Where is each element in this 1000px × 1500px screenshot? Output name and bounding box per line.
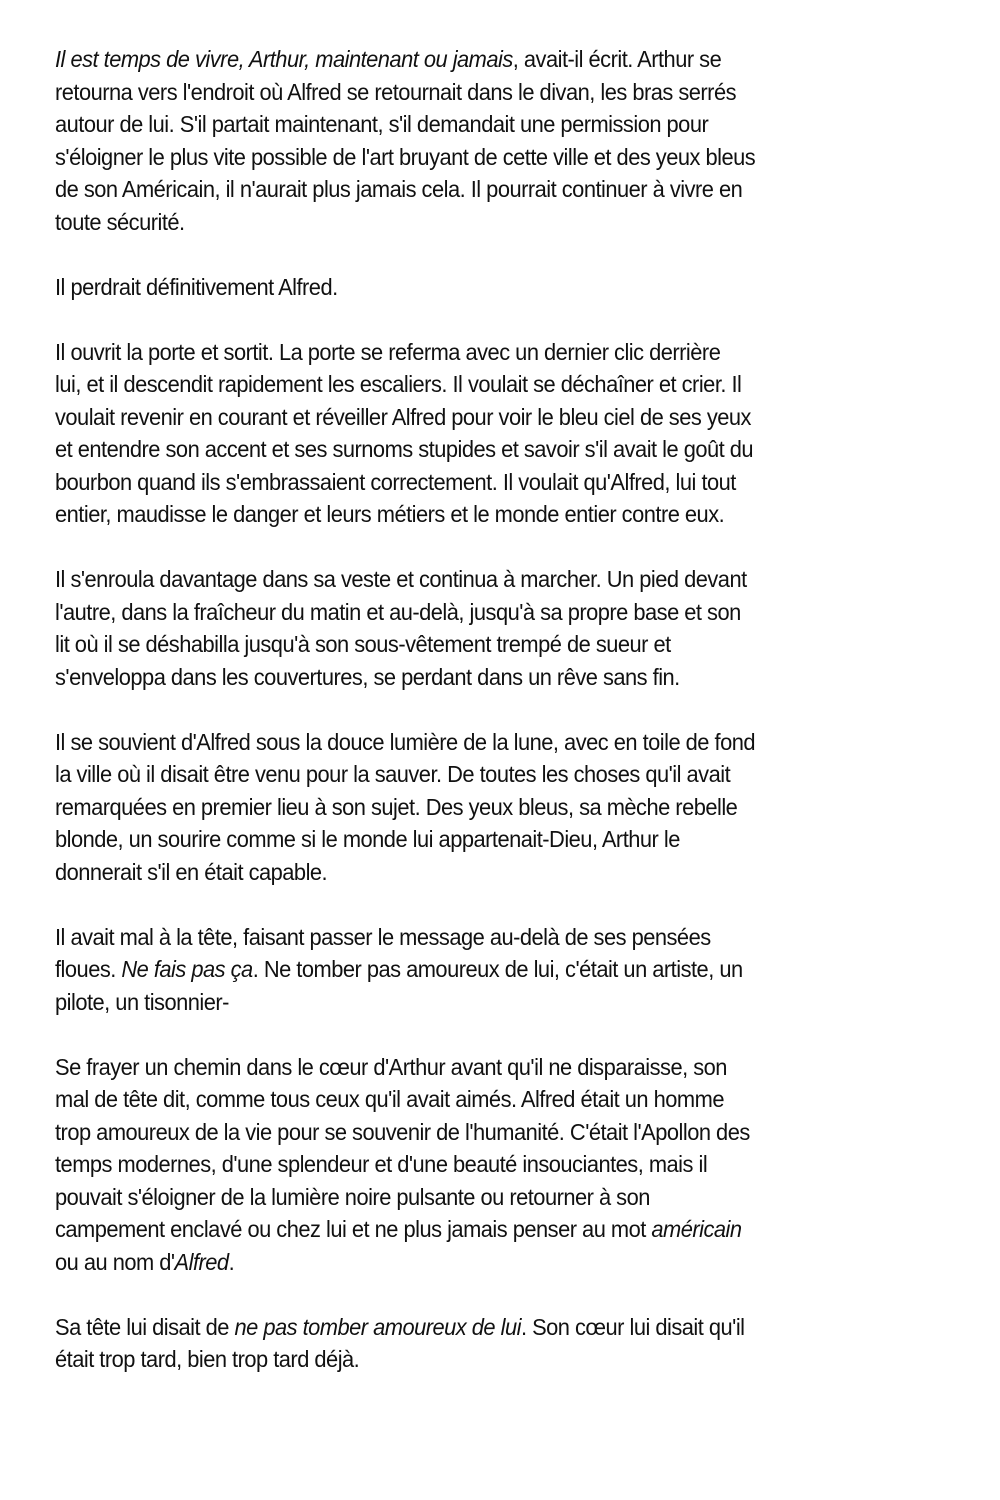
text-line [55,856,901,889]
paragraph [55,336,965,531]
text-segment: Sa tête lui disait de [55,1313,235,1340]
text-segment: lui, et il descendit rapidement les escaliers. Il voulait se déchaîner et crier. Il [55,371,742,397]
text-line [55,791,901,824]
text-segment: Il se souvient d'Alfred sous la douce lumière de la lune, avec en toile de fond [55,728,756,755]
text-line [55,141,901,174]
text-line [55,986,901,1019]
italic-text-segment: Alfred [174,1248,229,1275]
text-segment: remarquées en premier lieu à son sujet. Des yeux bleus, sa mèche rebelle [55,793,738,820]
text-segment: autour de lui. S'il partait maintenant, s'il demandait une permission pour [55,111,709,137]
text-line [55,1343,901,1376]
text-line [55,953,901,986]
text-line [55,336,901,369]
text-segment: toute sécurité. [55,208,185,235]
text-segment: voulait revenir en courant et réveiller Alfred pour voir le bleu ciel de ses yeux [55,403,751,430]
text-line [55,1051,901,1084]
text-segment: l'autre, dans la fraîcheur du matin et au-delà, jusqu'à sa propre base et son [55,598,741,625]
text-segment: était trop tard, bien trop tard déjà. [55,1346,360,1372]
text-line [55,1213,901,1246]
text-segment: , avait-il écrit. Arthur se [512,46,722,72]
text-segment: . [228,1248,235,1275]
text-line [55,1083,901,1116]
document-page [55,43,965,1408]
text-line [55,1246,901,1279]
text-line [55,1148,901,1181]
text-line [55,628,901,661]
paragraph [55,271,965,304]
text-segment: Il s'enroula davantage dans sa veste et continua à marcher. Un pied devant [55,566,747,592]
text-segment: lit où il se déshabilla jusqu'à son sous-vêtement trempé de sueur et [55,631,671,657]
text-segment: donnerait s'il en était capable. [55,858,328,885]
text-line [55,1311,901,1344]
text-line [55,433,901,466]
text-line [55,43,901,76]
text-segment: trop amoureux de la vie pour se souvenir de l'humanité. C'était l'Apollon des [55,1118,750,1145]
text-line [55,921,901,954]
text-segment: blonde, un sourire comme si le monde lui appartenait-Dieu, Arthur le [55,826,680,852]
text-segment: pilote, un tisonnier- [55,988,229,1015]
text-segment: temps modernes, d'une splendeur et d'une beauté insouciantes, mais il [55,1151,708,1177]
text-line [55,823,901,856]
text-segment: entier, maudisse le danger et leurs métiers et le monde entier contre eux. [55,501,725,527]
text-line [55,76,901,109]
text-line [55,563,901,596]
text-line [55,466,901,499]
text-segment: ou au nom d' [55,1248,175,1275]
italic-text-segment: Ne fais pas ça [121,956,253,982]
italic-text-segment: ne pas tomber amoureux de lui [234,1313,521,1340]
paragraph [55,921,965,1019]
text-segment: de son Américain, il n'aurait plus jamais cela. Il pourrait continuer à vivre en [55,176,743,202]
paragraph [55,1051,965,1279]
text-segment: s'éloigner le plus vite possible de l'art bruyant de cette ville et des yeux bleus [55,143,756,170]
italic-text-segment: Il est temps de vivre, Arthur, maintenant ou jamais [55,46,513,72]
text-line [55,206,901,239]
text-segment: Il perdrait définitivement Alfred. [55,273,338,300]
text-segment: retourna vers l'endroit où Alfred se retournait dans le divan, les bras serrés [55,78,737,105]
text-segment: s'enveloppa dans les couvertures, se perdant dans un rêve sans fin. [55,663,680,690]
text-segment: Il avait mal à la tête, faisant passer le message au-delà de ses pensées [55,923,711,950]
text-line [55,108,901,141]
text-line [55,173,901,206]
italic-text-segment: américain [651,1216,742,1242]
text-segment: . Son cœur lui disait qu'il [520,1313,745,1340]
text-line [55,401,901,434]
text-segment: Se frayer un chemin dans le cœur d'Arthur avant qu'il ne disparaisse, son [55,1053,727,1080]
text-segment: floues. [55,956,122,982]
paragraph [55,43,965,238]
text-segment: bourbon quand ils s'embrassaient correctement. Il voulait qu'Alfred, lui tout [55,468,736,495]
paragraph [55,726,965,889]
text-segment: Il ouvrit la porte et sortit. La porte se referma avec un dernier clic derrière [55,338,721,365]
paragraph [55,1311,965,1376]
text-line [55,498,901,531]
text-segment: campement enclavé ou chez lui et ne plus jamais penser au mot [55,1216,652,1242]
text-segment: . Ne tomber pas amoureux de lui, c'était un artiste, un [252,956,743,982]
text-line [55,271,901,304]
text-line [55,1181,901,1214]
paragraph [55,563,965,693]
text-segment: la ville où il disait être venu pour la sauver. De toutes les choses qu'il avait [55,761,731,787]
text-line [55,758,901,791]
text-segment: pouvait s'éloigner de la lumière noire pulsante ou retourner à son [55,1183,650,1210]
text-line [55,726,901,759]
text-line [55,368,901,401]
text-segment: et entendre son accent et ses surnoms stupides et savoir s'il avait le goût du [55,436,754,462]
text-line [55,596,901,629]
text-line [55,1116,901,1149]
text-line [55,661,901,694]
text-segment: mal de tête dit, comme tous ceux qu'il avait aimés. Alfred était un homme [55,1086,724,1112]
